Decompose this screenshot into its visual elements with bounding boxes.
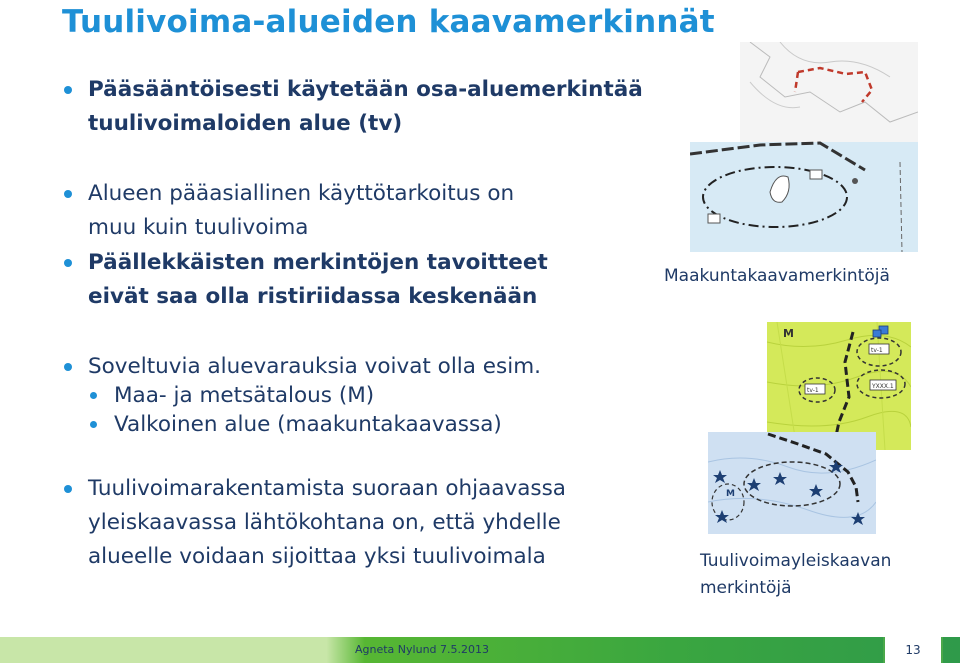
bullet-dot-icon xyxy=(64,259,72,267)
master-plan-green-map-image xyxy=(767,322,911,450)
bullet-dot-icon xyxy=(64,363,72,371)
map-label-tv: tv-1 xyxy=(807,387,819,394)
footer-author-date: Agneta Nylund 7.5.2013 xyxy=(355,643,489,656)
page-number: 13 xyxy=(883,637,943,663)
bullet-dot-icon xyxy=(64,485,72,493)
bullet-item-5: Tuulivoimarakentamista suoraan ohjaavassa yleiskaavassa lähtökohtana on, että yhdelle alueelle voidaan sijoittaa yksi tuulivoimala xyxy=(64,472,566,574)
map-label-m: M xyxy=(783,327,794,340)
bullet-item-2: Alueen pääasiallinen käyttötarkoitus on muu kuin tuulivoima xyxy=(64,177,514,245)
bullet-item-4: Soveltuvia aluevarauksia voivat olla esim. xyxy=(64,350,541,384)
bullet-dot-icon xyxy=(90,392,97,399)
map-label-m-bottom: M xyxy=(726,489,735,499)
map-label-tv: tv-1 xyxy=(871,347,883,354)
bullet-dot-icon xyxy=(90,421,97,428)
slide-title: Tuulivoima-alueiden kaavamerkinnät xyxy=(62,4,715,40)
regional-plan-map-drawing xyxy=(690,42,918,252)
regional-plan-caption: Maakuntakaavamerkintöjä xyxy=(664,266,890,286)
master-plan-blue-map-image xyxy=(708,432,876,534)
bullet-dot-icon xyxy=(64,190,72,198)
bullet-item-1: Pääsääntöisesti käytetään osa-aluemerkintää tuulivoimaloiden alue (tv) xyxy=(64,73,643,141)
bullet-item-3: Päällekkäisten merkintöjen tavoitteet eivät saa olla ristiriidassa keskenään xyxy=(64,246,548,314)
master-plan-blue-map-drawing xyxy=(708,432,876,534)
bullet-dot-icon xyxy=(64,86,72,94)
master-plan-green-map-drawing xyxy=(767,322,911,450)
sub-bullet-item-2: Valkoinen alue (maakuntakaavassa) xyxy=(90,408,502,442)
master-plan-caption-line1: Tuulivoimayleiskaavan xyxy=(700,551,892,571)
map-label-yxxx: YXXX.1 xyxy=(872,383,894,390)
regional-plan-map-image xyxy=(690,42,918,252)
sub-bullet-item-1: Maa- ja metsätalous (M) xyxy=(90,379,374,413)
master-plan-caption-line2: merkintöjä xyxy=(700,578,792,598)
